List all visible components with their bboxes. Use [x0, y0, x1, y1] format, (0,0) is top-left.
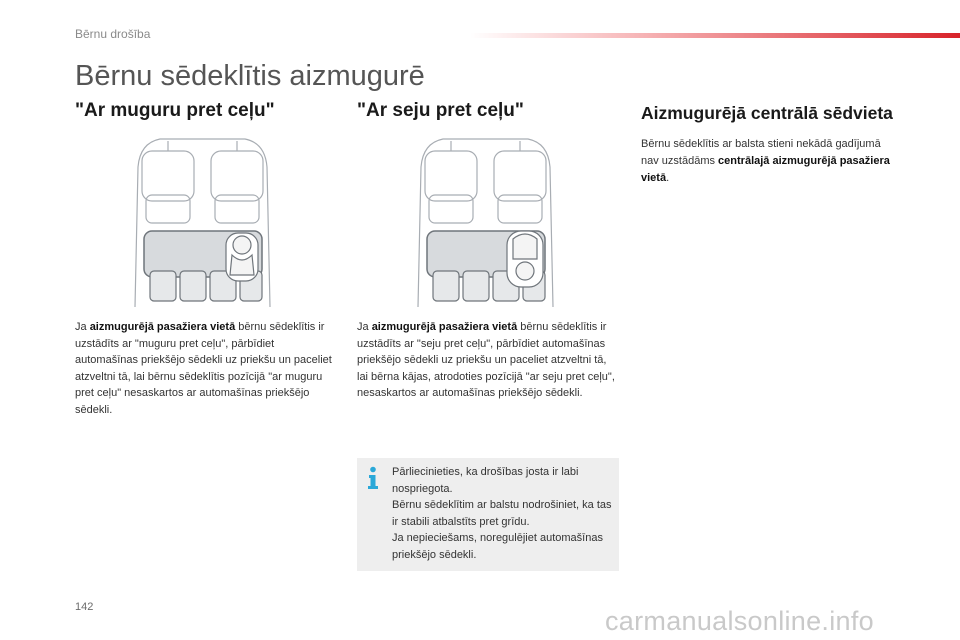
central-seat-text-suffix: .	[666, 172, 670, 184]
central-seat-text	[641, 136, 896, 187]
central-seat-heading: Aizmugurējā centrālā sēdvieta	[641, 103, 893, 123]
forward-facing-text	[357, 319, 619, 402]
forward-facing-text-prefix: Ja	[357, 321, 372, 333]
header-accent-bar	[470, 33, 960, 38]
forward-facing-text-rest: bērnu sēdeklītis ir uzstādīts ar "seju pret ceļu", pārbīdiet automašīnas priekšējo sēdekli uz priekšu un paceliet atzveltni tā, lai bērna kājas, atrodoties pozīcijā "ar seju pret ceļu", nesaskartos ar automašīnas priekšējo sēdekli.	[357, 321, 615, 399]
page-number: 142	[75, 601, 94, 613]
rear-facing-heading: "Ar muguru pret ceļu"	[75, 100, 275, 121]
forward-facing-heading: "Ar seju pret ceļu"	[357, 100, 524, 121]
rear-facing-text-prefix: Ja	[75, 321, 90, 333]
info-line: Bērnu sēdeklītim ar balstu nodrošiniet, ka tas ir stabili atbalstīts pret grīdu.	[392, 499, 612, 528]
central-seat-text-bold: centrālajā aizmugurējā pasažiera vietā	[641, 155, 890, 184]
rear-facing-text-rest: bērnu sēdeklītis ir uzstādīts ar "muguru pret ceļu", pārbīdiet automašīnas priekšējo sēdekli uz priekšu un paceliet atzveltni tā, lai bērnu sēdeklītis pozīcijā "ar muguru pret ceļu" nesaskartos ar automašīnas priekšējo sēdekli.	[75, 321, 332, 416]
section-label: Bērnu drošība	[75, 27, 151, 41]
page-title: Bērnu sēdeklītis aizmugurē	[75, 60, 425, 92]
info-line: Pārliecinieties, ka drošības josta ir labi nospriegota.	[392, 466, 579, 495]
watermark: carmanualsonline.info	[605, 606, 874, 636]
rear-facing-text	[75, 319, 337, 418]
info-line: Ja nepieciešams, noregulējiet automašīnas priekšējo sēdekli.	[392, 532, 603, 561]
info-text	[392, 464, 612, 563]
central-seat-text-prefix: Bērnu sēdeklītis ar balsta stieni nekādā gadījumā nav uzstādāms	[641, 138, 881, 167]
rear-facing-seat-illustration	[130, 137, 275, 309]
info-icon	[366, 466, 380, 490]
rear-facing-text-bold: aizmugurējā pasažiera vietā	[89, 321, 236, 333]
forward-facing-text-bold: aizmugurējā pasažiera vietā	[371, 321, 518, 333]
info-note	[357, 458, 619, 571]
forward-facing-seat-illustration	[413, 137, 558, 309]
